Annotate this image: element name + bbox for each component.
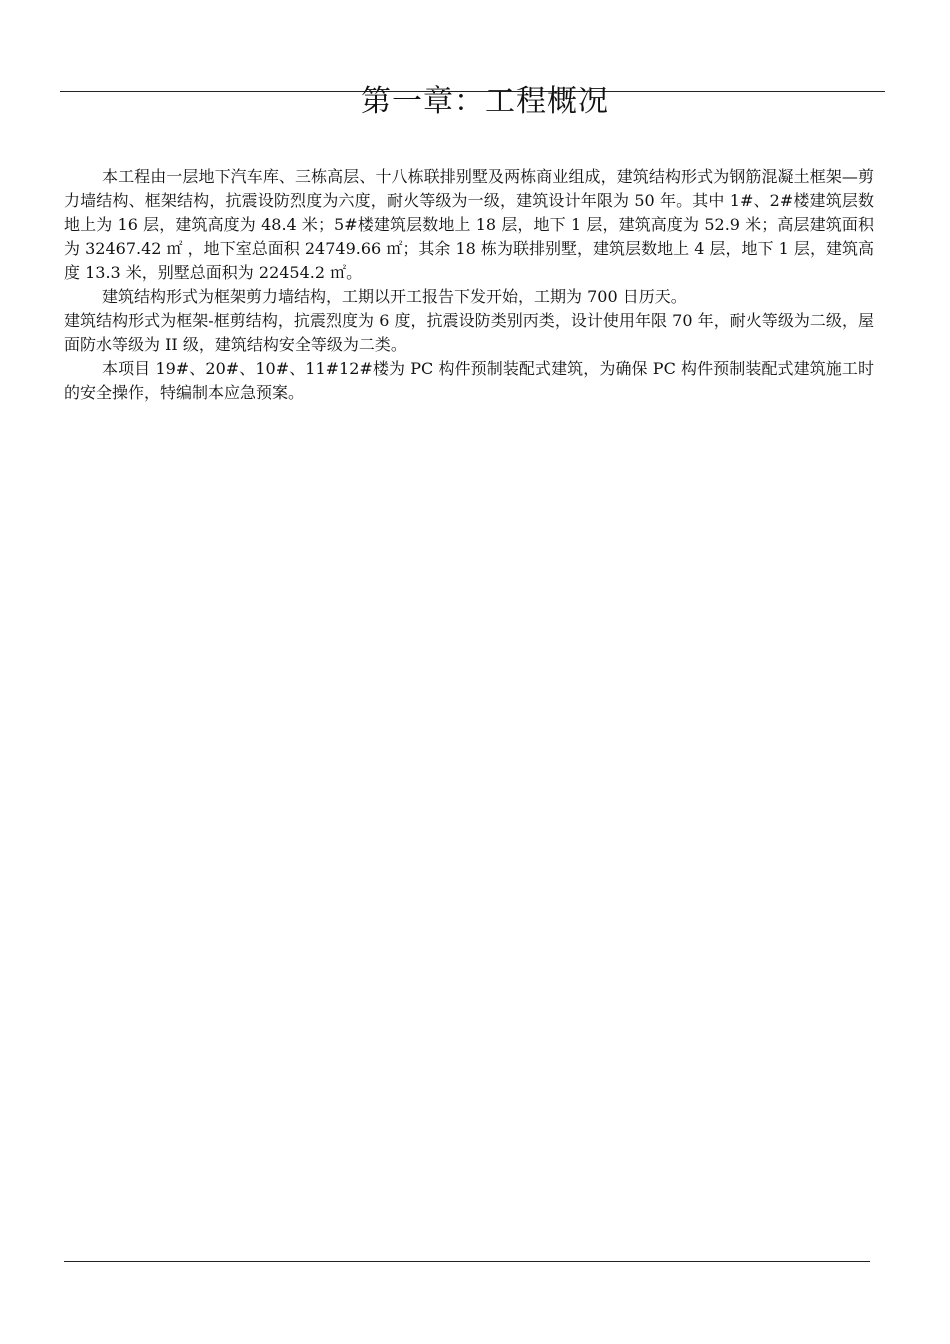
chapter-title: 第一章：工程概况 — [361, 84, 609, 119]
document-body — [64, 165, 874, 405]
footer-rule — [64, 1261, 870, 1262]
paragraph-schedule: 建筑结构形式为框架剪力墙结构，工期以开工报告下发开始，工期为 700 日历天。 — [102, 287, 687, 306]
paragraph-structure-spec: 建筑结构形式为框架-框剪结构，抗震烈度为 6 度，抗震设防类别丙类，设计使用年限 70 年，耐火等级为二级，屋面防水等级为 II 级，建筑结构安全等级为二类。 — [64, 311, 874, 354]
paragraph-project-overview: 本工程由一层地下汽车库、三栋高层、十八栋联排别墅及两栋商业组成，建筑结构形式为钢筋混凝土框架—剪力墙结构、框架结构，抗震设防烈度为六度，耐火等级为一级，建筑设计年限为 50 年。其中 1#、2#楼建筑层数地上为 16 层，建筑高度为 48.4 米；5#楼建筑层数地上 18 层，地下 1 层，建筑高度为 52.9 米；高层建筑面积为 32467.42 ㎡ ，地下室总面积 24749.66 ㎡；其余 18 栋为联排别墅，建筑层数地上 4 层，地下 1 层，建筑高度 13.3 米，别墅总面积为 22454.2 ㎡。 — [64, 167, 874, 282]
paragraph-prefab-buildings: 本项目 19#、20#、10#、11#12#楼为 PC 构件预制装配式建筑，为确保 PC 构件预制装配式建筑施工时的安全操作，特编制本应急预案。 — [64, 359, 874, 402]
